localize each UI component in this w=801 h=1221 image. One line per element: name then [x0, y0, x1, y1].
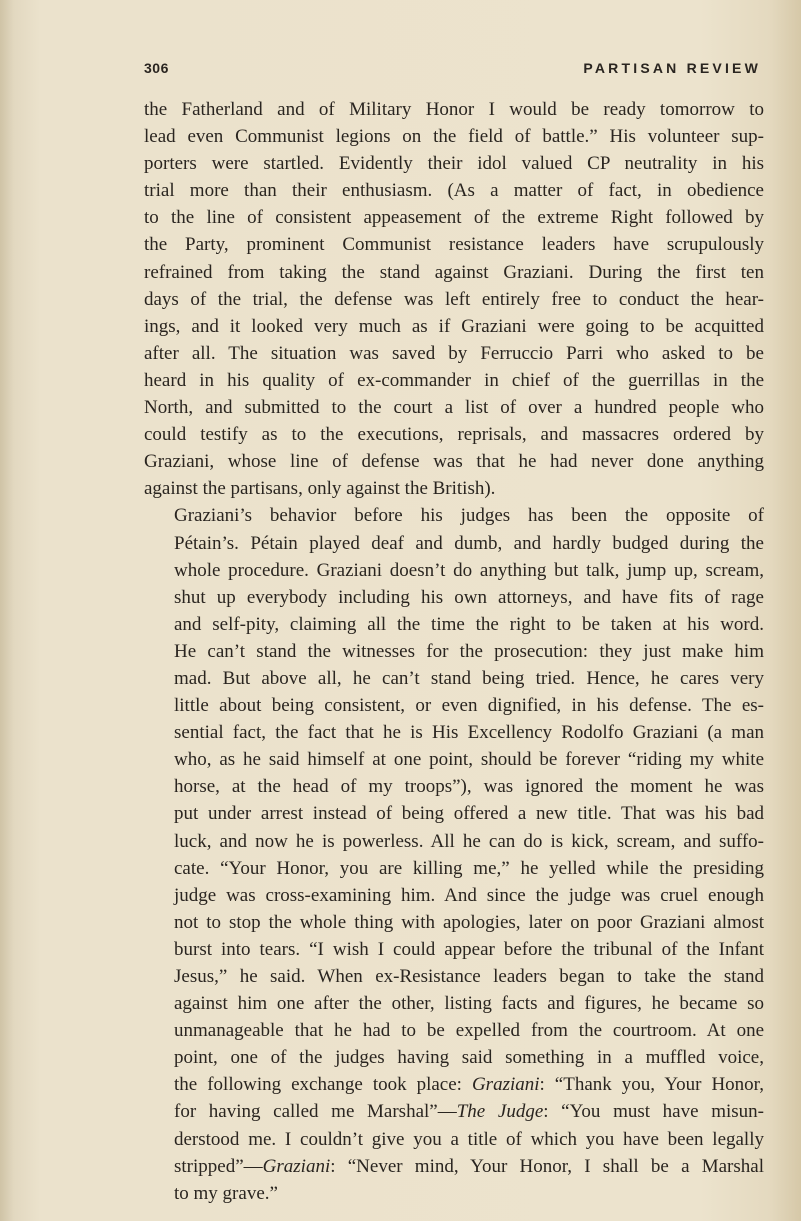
text-line	[144, 340, 764, 367]
text-line	[144, 584, 764, 611]
text-segment: North, and submitted to the court a list of over a hundred people who	[144, 397, 764, 419]
text-line	[144, 1098, 764, 1125]
text-segment: ings, and it looked very much as if Graziani were going to be acquitted	[144, 315, 764, 337]
text-line	[144, 448, 764, 475]
text-line	[144, 1071, 764, 1098]
text-segment: to my grave.”	[174, 1182, 278, 1204]
paragraph-1	[144, 96, 764, 502]
page-number: 306	[144, 60, 169, 76]
text-segment: stripped”—	[174, 1155, 263, 1177]
text-segment: to the line of consistent appeasement of the extreme Right followed by	[144, 207, 764, 229]
text-segment: the following exchange took place:	[174, 1074, 472, 1096]
text-segment: cate. “Your Honor, you are killing me,” he yelled while the presiding	[174, 857, 764, 879]
text-line	[144, 286, 764, 313]
italic-speaker: Graziani	[262, 1155, 331, 1177]
text-line	[144, 855, 764, 882]
text-segment: unmanageable that he had to be expelled from the courtroom. At one	[174, 1020, 764, 1042]
text-segment: mad. But above all, he can’t stand being tried. Hence, he cares very	[174, 667, 764, 689]
text-segment: the Party, prominent Communist resistance leaders have scrupulously	[144, 234, 764, 256]
text-segment: after all. The situation was saved by Ferruccio Parri who asked to be	[144, 342, 764, 364]
text-segment: sential fact, the fact that he is His Excellency Rodolfo Graziani (a man	[174, 722, 764, 744]
text-segment: Graziani’s behavior before his judges has been the opposite of	[174, 505, 764, 527]
text-segment: refrained from taking the stand against Graziani. During the first ten	[144, 261, 764, 283]
text-line	[144, 231, 764, 258]
text-line	[144, 421, 764, 448]
text-segment: He can’t stand the witnesses for the prosecution: they just make him	[174, 640, 764, 662]
text-line	[144, 177, 764, 204]
text-line	[144, 96, 764, 123]
paragraph-2	[144, 502, 764, 1206]
text-line	[144, 909, 764, 936]
text-line	[144, 746, 764, 773]
text-segment: Pétain’s. Pétain played deaf and dumb, and hardly budged during the	[174, 532, 764, 554]
text-segment: trial more than their enthusiasm. (As a matter of fact, in obedience	[144, 180, 764, 202]
text-segment: and self-pity, claiming all the time the right to be taken at his word.	[174, 613, 764, 635]
text-segment: not to stop the whole thing with apologies, later on poor Graziani almost	[174, 911, 764, 933]
text-line	[144, 394, 764, 421]
text-segment: : “You must have misun-	[543, 1101, 764, 1123]
italic-speaker: The Judge	[456, 1101, 544, 1123]
text-line	[144, 1044, 764, 1071]
italic-speaker: Graziani	[471, 1074, 540, 1096]
text-segment: shut up everybody including his own attorneys, and have fits of rage	[174, 586, 764, 608]
text-segment: against the partisans, only against the British).	[144, 478, 496, 500]
text-segment: porters were startled. Evidently their idol valued CP neutrality in his	[144, 153, 764, 175]
text-segment: judge was cross-examining him. And since the judge was cruel enough	[174, 884, 764, 906]
text-segment: : “Thank you, Your Honor,	[539, 1074, 764, 1096]
text-segment: Graziani, whose line of defense was that he had never done anything	[144, 451, 764, 473]
text-line	[144, 665, 764, 692]
text-line	[144, 1153, 764, 1180]
text-segment: point, one of the judges having said something in a muffled voice,	[174, 1047, 764, 1069]
text-line	[144, 990, 764, 1017]
text-segment: derstood me. I couldn’t give you a title of which you have been legally	[174, 1128, 764, 1150]
text-segment: could testify as to the executions, reprisals, and massacres ordered by	[144, 424, 764, 446]
text-line	[144, 936, 764, 963]
text-line	[144, 502, 764, 529]
running-head: PARTISAN REVIEW	[583, 60, 761, 76]
text-segment: burst into tears. “I wish I could appear before the tribunal of the Infant	[174, 938, 764, 960]
text-line	[144, 611, 764, 638]
text-segment: luck, and now he is powerless. All he can do is kick, scream, and suffo-	[174, 830, 764, 852]
text-line	[144, 313, 764, 340]
text-line	[144, 1017, 764, 1044]
text-line	[144, 638, 764, 665]
text-line	[144, 1180, 764, 1207]
text-segment: for having called me Marshal”—	[174, 1101, 457, 1123]
text-line	[144, 150, 764, 177]
text-segment: whole procedure. Graziani doesn’t do anything but talk, jump up, scream,	[174, 559, 764, 581]
text-segment: days of the trial, the defense was left entirely free to conduct the hear-	[144, 288, 764, 310]
text-line	[144, 557, 764, 584]
text-line	[144, 259, 764, 286]
text-line	[144, 719, 764, 746]
text-line	[144, 692, 764, 719]
text-line	[144, 800, 764, 827]
text-segment: little about being consistent, or even dignified, in his defense. The es-	[174, 695, 764, 717]
text-line	[144, 1126, 764, 1153]
text-segment: Jesus,” he said. When ex-Resistance leaders began to take the stand	[174, 966, 764, 987]
text-line	[144, 530, 764, 557]
text-line	[144, 828, 764, 855]
body-text	[144, 96, 764, 1207]
text-line	[144, 123, 764, 150]
text-line	[144, 882, 764, 909]
text-segment: against him one after the other, listing facts and figures, he became so	[174, 993, 764, 1015]
text-line	[144, 204, 764, 231]
text-segment: the Fatherland and of Military Honor I would be ready tomorrow to	[144, 99, 764, 120]
text-segment: lead even Communist legions on the field of battle.” His volunteer sup-	[144, 126, 764, 148]
text-line	[144, 475, 764, 502]
text-segment: : “Never mind, Your Honor, I shall be a Marshal	[330, 1155, 764, 1177]
text-line	[144, 773, 764, 800]
text-segment: who, as he said himself at one point, should be forever “riding my white	[174, 749, 764, 771]
text-line	[144, 963, 764, 990]
text-segment: put under arrest instead of being offered a new title. That was his bad	[174, 803, 764, 825]
page-header	[144, 60, 761, 82]
text-line	[144, 367, 764, 394]
text-segment: horse, at the head of my troops”), was ignored the moment he was	[174, 776, 764, 798]
text-segment: heard in his quality of ex-commander in chief of the guerrillas in the	[144, 369, 764, 391]
